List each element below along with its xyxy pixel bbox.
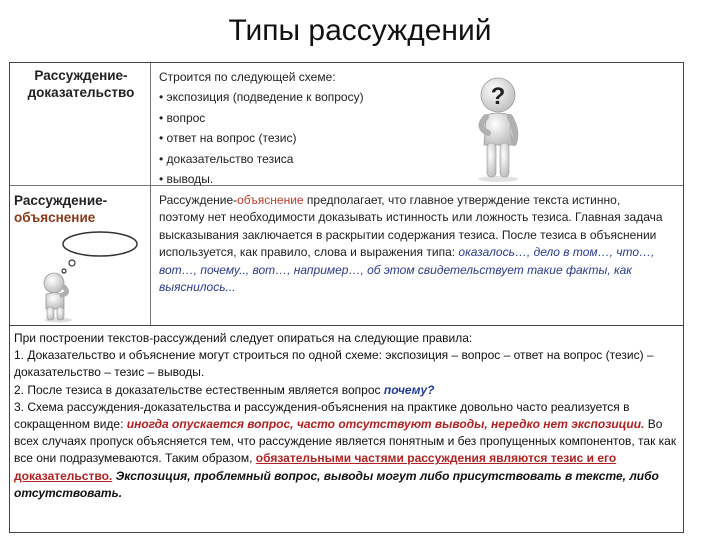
- proof-label: Рассуждение- доказательство: [27, 68, 135, 100]
- question-mark-glyph: ?: [490, 83, 506, 110]
- proof-item: • выводы.: [159, 172, 214, 187]
- proof-intro: Строится по следующей схеме:: [159, 70, 336, 84]
- proof-item: • вопрос: [159, 110, 206, 125]
- proof-item: • ответ на вопрос (тезис): [159, 131, 297, 146]
- proof-item: • доказательство тезиса: [159, 151, 294, 166]
- explanation-keywords: оказалось…, дело в том…, что…, вот…, почему.., вот…, например…, об этом свидетельствует такие факты, как выяснилось...: [159, 245, 655, 295]
- rule-1: 1. Доказательство и объяснение могут строиться по одной схеме: экспозиция – вопрос – ответ на вопрос (тезис) – доказательство – тезис – выводы.: [14, 348, 654, 380]
- page-title: Типы рассуждений: [228, 14, 492, 47]
- proof-item: • экспозиция (подведение к вопросу): [159, 90, 364, 105]
- rules-block: [14, 330, 679, 502]
- reasoning-types-table: [9, 62, 684, 533]
- column-divider: [150, 63, 151, 325]
- proof-scheme: [159, 67, 489, 189]
- row-divider: [10, 325, 683, 326]
- thinking-person-icon: [28, 231, 138, 323]
- rule-3: 3. Схема рассуждения-доказательства и рассуждения-объяснения на практике довольно часто реализуется в сокращенном виде: иногда опускается вопрос, часто отсутствуют выводы, нередко нет экспозиции. Во всех случаях пропуск объясняется тем, что рассуждение является понятным и без пропущенных компонентов, так как все они подразумеваются. Таким образом, обязательными частями рассуждения являются тезис и его доказательство. Экспозиция, проблемный вопрос, выводы могут либо присутствовать в тексте, либо отсутствовать.: [14, 399, 677, 500]
- rules-intro: При построении текстов-рассуждений следует опираться на следующие правила:: [14, 331, 473, 345]
- explanation-text: Рассуждение-объяснение предполагает, что главное утверждение текста истинно, поэтому нет необходимости доказывать истинность или ложность тезиса. Главная задача высказывания заключается в раскрытии содержания тезиса. После тезиса в объяснении используется, как правило, слова и выражения типа: оказалось…, дело в том…, что…, вот…, почему.., вот…, например…, об этом свидетельствует такие факты, как выяснилось...: [159, 193, 663, 295]
- explanation-label: Рассуждение- объяснение: [14, 193, 108, 225]
- question-person-icon: [462, 75, 534, 183]
- rule-2: 2. После тезиса в доказательстве естественным является вопрос почему?: [14, 382, 435, 397]
